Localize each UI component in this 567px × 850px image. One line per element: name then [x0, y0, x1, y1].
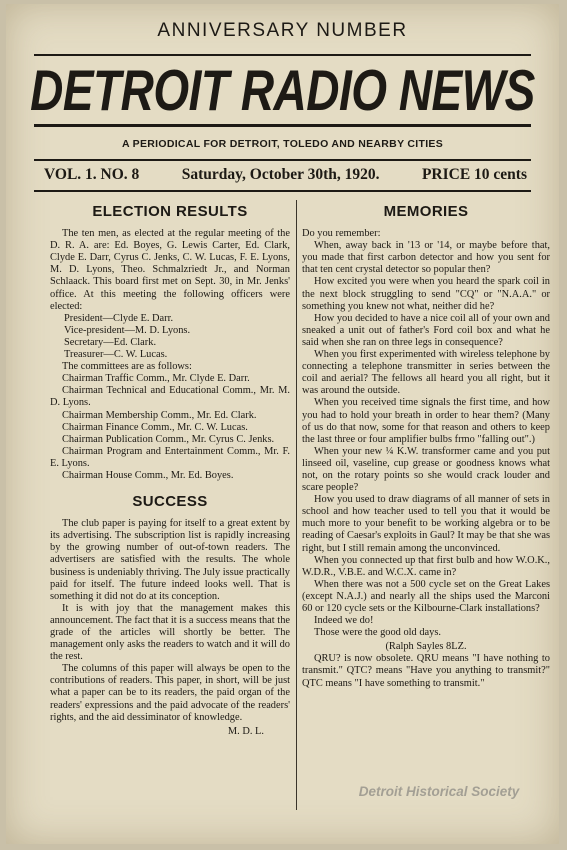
officer-line: Vice-president—M. D. Lyons.	[64, 324, 191, 336]
issue-top-rule	[34, 159, 531, 161]
memories-opening: Do you remember:	[302, 228, 381, 240]
success-heading: SUCCESS	[132, 493, 208, 511]
memories-paragraph: Those were the good old days.	[314, 627, 441, 639]
committees-intro: The committees are as follows:	[62, 361, 192, 373]
masthead-top-rule	[34, 54, 531, 56]
committee-line: Chairman Membership Comm., Mr. Ed. Clark.	[62, 409, 257, 421]
memories-paragraph: How you used to draw diagrams of all manner of sets in school and how teacher used to tell you that it would be much more to your benefit to be working algebra or to be reading of Caesar's exploits in Gaul? It may be that she was right, but I still remain among the unconvinced.	[302, 494, 551, 554]
memories-paragraph: Indeed we do!	[314, 615, 374, 627]
anniversary-kicker: ANNIVERSARY NUMBER	[157, 20, 408, 41]
memories-signature: (Ralph Sayles 8LZ.	[385, 641, 467, 653]
election-intro: The ten men, as elected at the regular meeting of the D. R. A. are: Ed. Boyes, G. Lewis Carter, Ed. Clark, Clyde E. Darr, Cyrus C. Jenks, C. W. Lucas, F. E. Lyons, M. D. Lyons, Theo. Schmalzriedt Jr., and Norman Schlaack. This board first met on Sept. 30, in Mr. Jenks' office. At this meeting the following officers were elected:	[50, 228, 290, 312]
column-divider	[296, 200, 297, 810]
memories-heading: MEMORIES	[383, 203, 469, 220]
success-paragraph: The club paper is paying for itself to a great extent by its advertising. The subscription list is rapidly increasing by the growing number of out-of-town readers. The advertisers are satisfied with the results. The whole business is undeniably thriving. The July issue practically paid for itself. The future indeed looks well. That is something it did not do at its conception.	[50, 518, 290, 602]
memories-paragraph: When your new ¼ K.W. transformer came and you put linseed oil, vaseline, cup grease or goodness knows what not, on the rotary points so she would crack louder and scare people?	[302, 445, 550, 494]
newspaper-page	[6, 4, 559, 844]
officer-line: President—Clyde E. Darr.	[64, 312, 174, 324]
success-paragraph: The columns of this paper will always be open to the contributions of readers. This paper, in short, will be just what a paper can be to its readers, the paid organ of the readers' expressions and the paid advocate of the readers' rights, and the aid dessiminator of knowledge.	[50, 663, 290, 723]
committee-line: Chairman Program and Entertainment Comm., Mr. F. E. Lyons.	[50, 445, 290, 469]
volume-number: VOL. 1. NO. 8	[44, 166, 140, 183]
memories-paragraph: When you connected up that first bulb and how W.O.K., W.D.R., V.B.E. and W.C.X. came in?	[302, 554, 550, 578]
officer-line: Treasurer—C. W. Lucas.	[64, 349, 168, 361]
issue-line	[44, 166, 527, 184]
issue-price: PRICE 10 cents	[421, 166, 527, 183]
memories-paragraph: When there was not a 500 cycle set on the Great Lakes (except N.A.J.) and nearly all the ships used the Marconi 60 or 120 cycle sets or the Kilbourne-Clark installations?	[302, 578, 550, 614]
memories-paragraph: When you first experimented with wireless telephone by connecting a telephone transmitter in series between the coil and aerial? The fellows all heard you all right, but it was around the outside.	[302, 349, 550, 397]
committee-line: Chairman Publication Comm., Mr. Cyrus C. Jenks.	[62, 433, 275, 445]
historical-society-watermark: Detroit Historical Society	[358, 784, 520, 799]
committee-line: Chairman Technical and Educational Comm., Mr. M. D. Lyons.	[50, 385, 290, 409]
committee-line: Chairman House Comm., Mr. Ed. Boyes.	[62, 469, 234, 481]
qru-note: QRU? is now obsolete. QRU means "I have nothing to transmit." QTC? means "Have you anything to transmit?" QTC means "I have something to transmit."	[302, 653, 550, 689]
officer-line: Secretary—Ed. Clark.	[64, 336, 157, 348]
success-paragraph: It is with joy that the management makes this announcement. The fact that it is a success means that the grade of the articles will shortly be better. The management only asks the readers to watch and it will do the rest.	[50, 602, 290, 663]
memories-paragraph: When you received time signals the first time, and how you had to hold your breath in order to hear them? (Many of us do that now, some for that reason and others to keep the last three or four amplifier bulbs frmo "falling out".)	[302, 397, 550, 445]
issue-bottom-rule	[34, 190, 531, 192]
masthead-title: DETROIT RADIO NEWS	[30, 57, 535, 123]
success-signature: M. D. L.	[227, 725, 264, 737]
committee-line: Chairman Traffic Comm., Mr. Clyde E. Darr.	[62, 373, 250, 385]
right-column	[302, 202, 550, 690]
left-column	[50, 202, 290, 738]
memories-paragraph: When, away back in '13 or '14, or maybe before that, you made that first carbon detector and how you sent for that ten cent crystal detector so popular then?	[302, 240, 550, 276]
tagline: A PERIODICAL FOR DETROIT, TOLEDO AND NEARBY CITIES	[121, 138, 444, 150]
memories-paragraph: How excited you were when you heard the spark coil in the next block struggling to send "CQ" or "N.A.A." or something you knew not what, neither did he?	[302, 276, 550, 312]
committee-line: Chairman Finance Comm., Mr. C. W. Lucas.	[62, 421, 248, 433]
issue-date: Saturday, October 30th, 1920.	[181, 166, 380, 183]
election-heading: ELECTION RESULTS	[92, 203, 248, 220]
masthead-bottom-rule	[34, 124, 531, 127]
memories-paragraph: How you decided to have a nice coil all of your own and sneaked a unit out of father's Ford coil box and what he said when she ran on three legs in consequence?	[302, 312, 550, 348]
